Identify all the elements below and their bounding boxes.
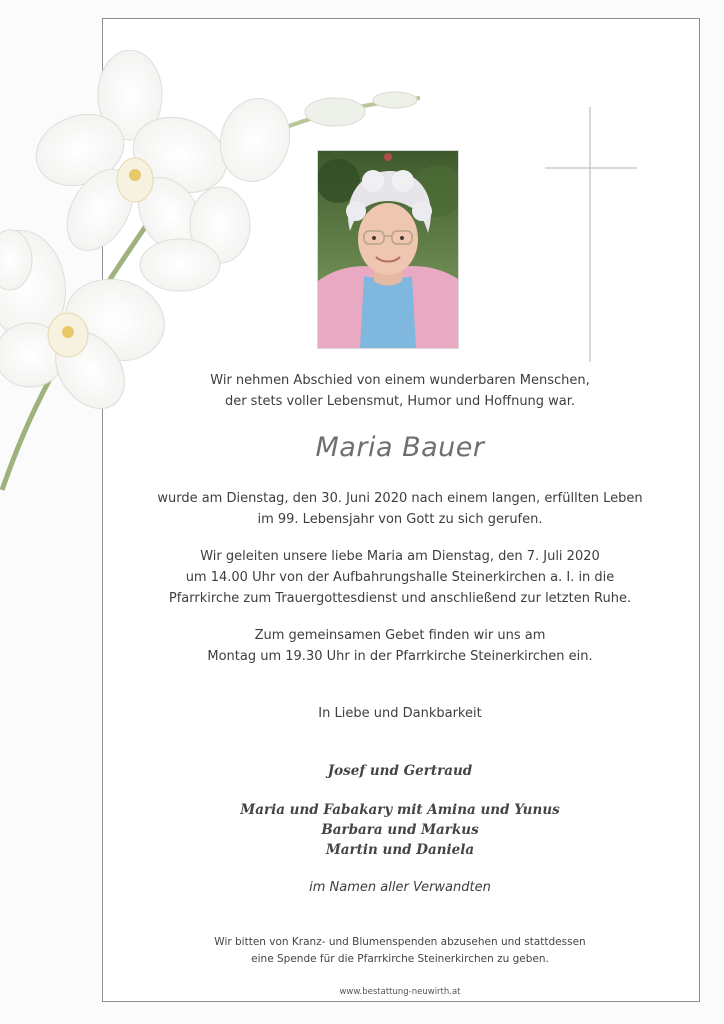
mourner-line: Maria und Fabakary mit Amina und Yunus — [240, 802, 560, 818]
cross-icon — [545, 107, 637, 362]
death-line: wurde am Dienstag, den 30. Juni 2020 nach einem langen, erfüllten Leben — [157, 491, 643, 506]
donation-line: eine Spende für die Pfarrkirche Steinerkirchen zu geben. — [251, 953, 549, 965]
funeral-line: um 14.00 Uhr von der Aufbahrungshalle Steinerkirchen a. I. in die — [185, 570, 615, 585]
funeral-line: Pfarrkirche zum Trauergottesdienst und anschließend zur letzten Ruhe. — [168, 591, 632, 606]
prayer-line: Montag um 19.30 Uhr in der Pfarrkirche Steinerkirchen ein. — [207, 649, 593, 664]
intro-text — [102, 370, 698, 412]
intro-line: Wir nehmen Abschied von einem wunderbaren Menschen, — [210, 373, 590, 388]
closing-text: In Liebe und Dankbarkeit — [318, 706, 482, 721]
mourner-group: Josef und Gertraud — [327, 763, 473, 779]
website-link[interactable]: www.bestattung-neuwirth.at — [339, 987, 461, 997]
mourner-line: Martin und Daniela — [325, 842, 475, 858]
prayer-line: Zum gemeinsamen Gebet finden wir uns am — [254, 628, 546, 643]
donation-text — [102, 934, 698, 968]
donation-line: Wir bitten von Kranz- und Blumenspenden abzusehen und stattdessen — [214, 936, 586, 948]
intro-line: der stets voller Lebensmut, Humor und Hoffnung war. — [224, 394, 576, 409]
prayer-text — [102, 625, 698, 667]
funeral-text — [102, 546, 698, 609]
death-line: im 99. Lebensjahr von Gott zu sich gerufen. — [257, 512, 543, 527]
funeral-line: Wir geleiten unsere liebe Maria am Dienstag, den 7. Juli 2020 — [200, 549, 600, 564]
deceased-name: Maria Bauer — [315, 432, 485, 463]
relatives-text: im Namen aller Verwandten — [309, 880, 491, 895]
mourner-line: Barbara und Markus — [321, 822, 479, 838]
mourner-list — [102, 800, 698, 860]
portrait-photo — [318, 151, 458, 348]
death-text — [102, 488, 698, 530]
